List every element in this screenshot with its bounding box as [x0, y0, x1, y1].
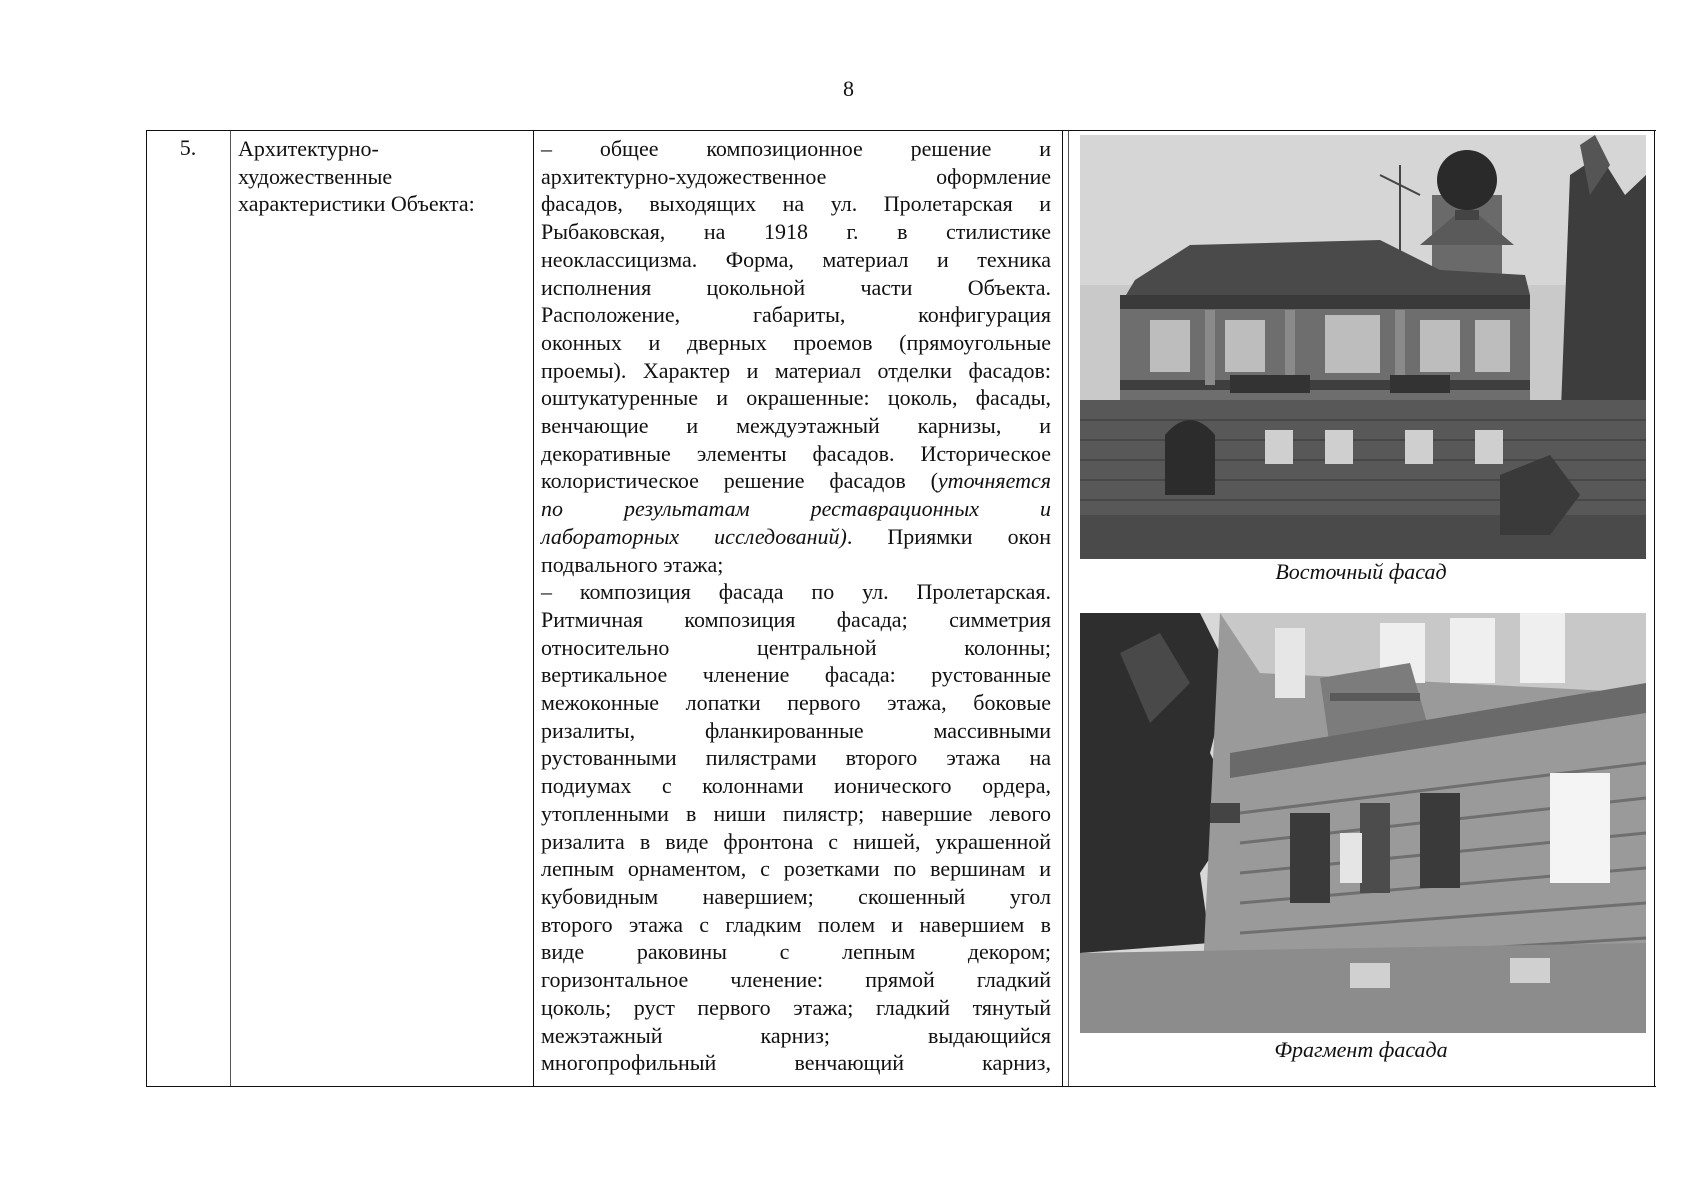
description-text: виде раковины с лепным декором; — [541, 939, 1051, 965]
description-line — [541, 994, 1051, 1022]
description-line — [541, 412, 1051, 440]
photo-column — [1066, 131, 1656, 1086]
description-line — [541, 467, 1051, 495]
description-text: исполнения цокольной части Объекта. — [541, 274, 1051, 300]
description-text: венчающие и междуэтажный карнизы, и — [541, 413, 1051, 439]
description-text: Рыбаковская, на 1918 г. в стилистике — [541, 219, 1051, 245]
description-line — [541, 744, 1051, 772]
description-line — [541, 357, 1051, 385]
description-line — [541, 661, 1051, 689]
characteristic-name-line: характеристики Объекта: — [238, 191, 475, 216]
description-line — [541, 301, 1051, 329]
description-text: ризалиты, фланкированные массивными — [541, 717, 1051, 743]
description-line — [541, 246, 1051, 274]
description-text: горизонтальное членение: прямой гладкий — [541, 967, 1051, 993]
characteristic-name-line: художественные — [238, 163, 393, 189]
characteristic-name — [238, 135, 528, 218]
description-line — [541, 800, 1051, 828]
description-line — [541, 190, 1051, 218]
description-line — [541, 440, 1051, 468]
description-line — [541, 717, 1051, 745]
description-line — [541, 883, 1051, 911]
east-facade-photo — [1080, 135, 1646, 559]
description-text: ризалита в виде фронтона с нишей, украшенной — [541, 828, 1051, 854]
description-text: Расположение, габариты, конфигурация — [541, 302, 1051, 328]
description-line — [541, 329, 1051, 357]
description-text: вертикальное членение фасада: рустованные — [541, 662, 1051, 688]
row-number: 5. — [179, 135, 197, 160]
description-line — [541, 772, 1051, 800]
description-text: фасадов, выходящих на ул. Пролетарская и — [541, 191, 1051, 217]
description-line — [541, 578, 1051, 606]
characteristic-name-line: Архитектурно- — [238, 136, 379, 161]
description-text: архитектурно-художественное оформление — [541, 163, 1051, 189]
description-text: второго этажа с гладким полем и навершием в — [541, 911, 1051, 937]
column-divider — [533, 131, 534, 1086]
description-line — [541, 828, 1051, 856]
description-text: лепным орнаментом, с розетками по вершинам и — [541, 856, 1051, 882]
description-line — [541, 855, 1051, 883]
description-line — [541, 634, 1051, 662]
description-text: межоконные лопатки первого этажа, боковые — [541, 690, 1051, 716]
column-divider — [1062, 131, 1063, 1086]
description-text: колористическое решение фасадов ( — [541, 468, 938, 494]
description-text: рустованными пилястрами второго этажа на — [541, 745, 1051, 771]
description-text: проемы). Характер и материал отделки фасадов: — [541, 357, 1051, 383]
description-line — [541, 163, 1051, 191]
description-line — [541, 1049, 1051, 1077]
description-text: оштукатуренные и окрашенные: цоколь, фасады, — [541, 385, 1051, 411]
photo-caption-facade-fragment: Фрагмент фасада — [1274, 1037, 1448, 1062]
description-line — [541, 135, 1051, 163]
table-border-left — [146, 131, 147, 1086]
description-text: неоклассицизма. Форма, материал и техника — [541, 246, 1051, 272]
description-text: оконных и дверных проемов (прямоугольные — [541, 329, 1051, 355]
description-text: подиумах с колоннами ионического ордера, — [541, 773, 1051, 799]
description-text: подвального этажа; — [541, 551, 724, 577]
description-text: Ритмичная композиция фасада; симметрия — [541, 606, 1051, 632]
characteristic-description — [541, 135, 1051, 1077]
description-line — [541, 274, 1051, 302]
description-line — [541, 606, 1051, 634]
description-line — [541, 966, 1051, 994]
description-text: – композиция фасада по ул. Пролетарская. — [541, 579, 1051, 605]
photo-caption-east-facade: Восточный фасад — [1275, 559, 1447, 584]
description-text: относительно центральной колонны; — [541, 634, 1051, 660]
description-line — [541, 911, 1051, 939]
description-line — [541, 689, 1051, 717]
table-row — [146, 130, 1656, 1087]
description-line — [541, 938, 1051, 966]
description-italic-text: уточняется — [937, 468, 1051, 494]
description-text: цоколь; руст первого этажа; гладкий тянутый — [541, 994, 1051, 1020]
description-text: утопленными в ниши пилястр; навершие левого — [541, 800, 1051, 826]
description-text: многопрофильный венчающий карниз, — [541, 1050, 1051, 1076]
description-line — [541, 495, 1051, 523]
column-divider — [230, 131, 231, 1086]
description-text: – общее композиционное решение и — [541, 136, 1051, 161]
description-line — [541, 523, 1051, 551]
description-text: межэтажный карниз; выдающийся — [541, 1022, 1051, 1048]
description-text: декоративные элементы фасадов. Историческое — [541, 440, 1051, 466]
description-text: . Приямки окон — [846, 523, 1051, 549]
description-line — [541, 551, 1051, 579]
description-line — [541, 218, 1051, 246]
description-line — [541, 384, 1051, 412]
page-number: 8 — [843, 76, 854, 101]
description-text: кубовидным навершием; скошенный угол — [541, 883, 1051, 909]
description-italic-text: лабораторных исследований) — [541, 523, 847, 549]
description-line — [541, 1022, 1051, 1050]
description-italic-text: по результатам реставрационных и — [541, 496, 1051, 522]
facade-fragment-photo — [1080, 613, 1646, 1033]
